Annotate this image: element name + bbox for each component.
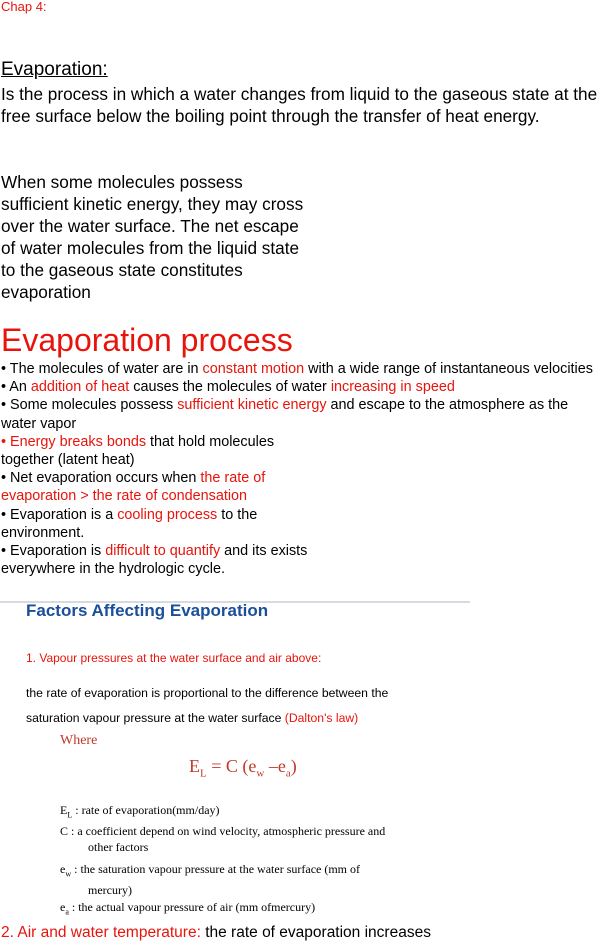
bullet-constant-motion: • The molecules of water are in constant motion with a wide range of instantaneous velocities [1,361,593,377]
bullet-kinetic-energy: • Some molecules possess sufficient kinetic energy and escape to the atmosphere as the water vapor [1,397,569,432]
definition-ea: $e_a$ : the actual vapour pressure of air (mm ofmercury) [60,900,316,917]
definition-c: C : a coefficient depend on wind velocity, atmospheric pressure and other factors [60,824,386,854]
chapter-label: Chap 4: [1,0,47,14]
molecules-paragraph: When some molecules possess sufficient kinetic energy, they may cross over the water surface. The net escape of water molecules from the liquid state to the gaseous state constitutes evaporation [1,172,304,302]
evaporation-heading: Evaporation: [1,59,108,80]
process-title: Evaporation process [1,322,293,358]
factors-title: Factors Affecting Evaporation [26,601,269,620]
definition-ew: $e_w$ : the saturation vapour pressure at the water surface (mm of mercury) [60,862,360,898]
factor-1-line-2: saturation vapour pressure at the water surface (Dalton's law) [26,711,359,725]
bullet-cooling-process: • Evaporation is a cooling process to the environment. [1,506,258,541]
bullet-net-evaporation: • Net evaporation occurs when the rate of evaporation > the rate of condensation [1,470,266,505]
bullet-difficult-quantify: • Evaporation is difficult to quantify and its exists everywhere in the hydrologic cycle. [1,543,308,578]
evaporation-definition: Is the process in which a water changes from liquid to the gaseous state at the free surface below the boiling point through the transfer of heat energy. [1,84,598,126]
process-bullets [1,360,607,578]
factor-2-line: 2. Air and water temperature: the rate of evaporation increases [1,924,431,941]
factor-1-line-1: the rate of evaporation is proportional to the difference between the [26,686,389,700]
dalton-equation: $E_L = C$ ($e_w$ $-e_a$) [189,756,297,780]
definition-el: $E_L$ : rate of evaporation(mm/day) [60,803,220,820]
where-label: Where [60,733,98,748]
bullet-addition-of-heat: • An addition of heat causes the molecules of water increasing in speed [1,379,455,396]
factor-1-heading: 1. Vapour pressures at the water surface and air above: [26,651,322,665]
bullet-energy-bonds: • Energy breaks bonds that hold molecules together (latent heat) [1,433,275,469]
